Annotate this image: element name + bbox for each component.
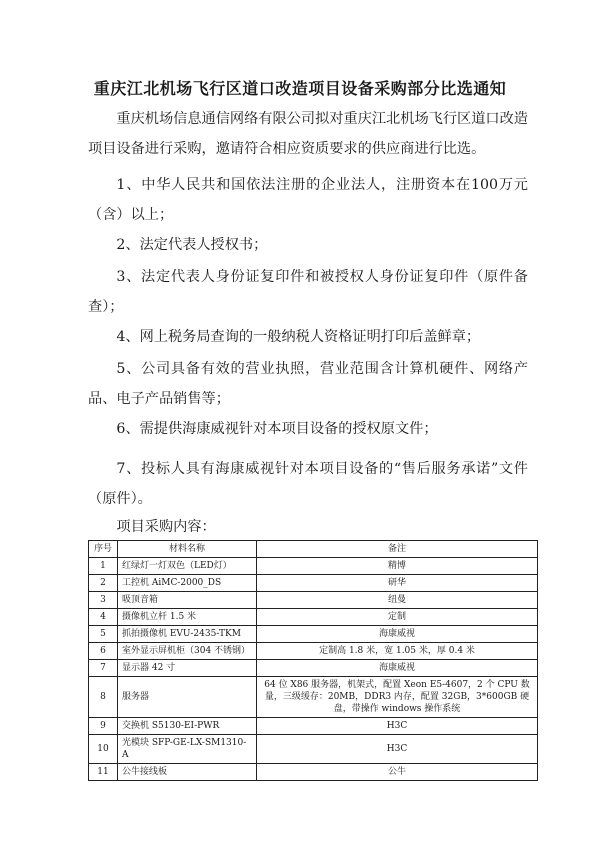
row-note: 64 位 X86 服务器，机架式，配置 Xeon E5-4607，2 个 CPU 数量，三级缓存：20MB，DDR3 内存，配置 32GB，3*600GB 硬盘，带操作 windows 操作系统	[257, 677, 538, 718]
intro-paragraph: 重庆机场信息通信网络有限公司拟对重庆江北机场飞行区道口改造项目设备进行采购，邀请符合相应资质要求的供应商进行比选。	[88, 111, 528, 157]
list-heading: 项目采购内容：	[116, 519, 216, 535]
header-note: 备注	[257, 541, 538, 558]
row-name: 吸顶音箱	[118, 592, 257, 609]
row-no: 4	[89, 609, 118, 626]
table-row	[89, 764, 538, 781]
row-no: 10	[89, 735, 118, 764]
requirement-3: 3、法定代表人身份证复印件和被授权人身份证复印件（原件备查）；	[88, 269, 528, 315]
row-note: 定制	[257, 609, 538, 626]
row-no: 2	[89, 575, 118, 592]
requirement-6: 6、需提供海康威视针对本项目设备的授权原文件；	[116, 421, 438, 437]
row-note: 公牛	[257, 764, 538, 781]
row-name: 抓拍摄像机 EVU-2435-TKM	[118, 626, 257, 643]
row-note: 研华	[257, 575, 538, 592]
row-no: 6	[89, 643, 118, 660]
row-note: H3C	[257, 735, 538, 764]
table-row	[89, 660, 538, 677]
row-note: H3C	[257, 718, 538, 735]
row-no: 7	[89, 660, 118, 677]
requirement-2: 2、法定代表人授权书；	[116, 237, 268, 253]
row-name: 红绿灯一灯双色（LED灯）	[118, 558, 257, 575]
table-row	[89, 677, 538, 718]
row-name: 室外显示屏机柜（304 不锈钢）	[118, 643, 257, 660]
row-no: 1	[89, 558, 118, 575]
row-note: 定制高 1.8 米，宽 1.05 米，厚 0.4 米	[257, 643, 538, 660]
row-no: 3	[89, 592, 118, 609]
header-no: 序号	[89, 541, 118, 558]
row-name: 摄像机立杆 1.5 米	[118, 609, 257, 626]
table-row	[89, 735, 538, 764]
row-name: 工控机 AiMC-2000_DS	[118, 575, 257, 592]
table-row	[89, 643, 538, 660]
requirement-4: 4、网上税务局查询的一般纳税人资格证明打印后盖鲜章；	[116, 329, 481, 345]
table-row	[89, 626, 538, 643]
row-name: 交换机 S5130-EI-PWR	[118, 718, 257, 735]
row-note: 海康威视	[257, 660, 538, 677]
table-header-row	[89, 541, 538, 558]
table-row	[89, 718, 538, 735]
procurement-table	[88, 540, 538, 781]
row-name: 显示器 42 寸	[118, 660, 257, 677]
row-note: 纽曼	[257, 592, 538, 609]
row-note: 精博	[257, 558, 538, 575]
requirement-1: 1、中华人民共和国依法注册的企业法人，注册资本在100万元（含）以上；	[88, 177, 528, 223]
row-name: 公牛接线板	[118, 764, 257, 781]
table-row	[89, 558, 538, 575]
row-no: 9	[89, 718, 118, 735]
row-name: 服务器	[118, 677, 257, 718]
table-row	[89, 592, 538, 609]
row-no: 11	[89, 764, 118, 781]
row-no: 5	[89, 626, 118, 643]
row-no: 8	[89, 677, 118, 718]
table-row	[89, 575, 538, 592]
header-name: 材料名称	[118, 541, 257, 558]
notice-title: 重庆江北机场飞行区道口改造项目设备采购部分比选通知	[93, 79, 507, 98]
row-name: 光模块 SFP-GE-LX-SM1310-A	[118, 735, 257, 764]
table-row	[89, 609, 538, 626]
requirement-5: 5、公司具备有效的营业执照，营业范围含计算机硬件、网络产品、电子产品销售等；	[88, 361, 528, 407]
requirement-7: 7、投标人具有海康威视针对本项目设备的“售后服务承诺”文件（原件）。	[88, 461, 528, 507]
row-note: 海康威视	[257, 626, 538, 643]
